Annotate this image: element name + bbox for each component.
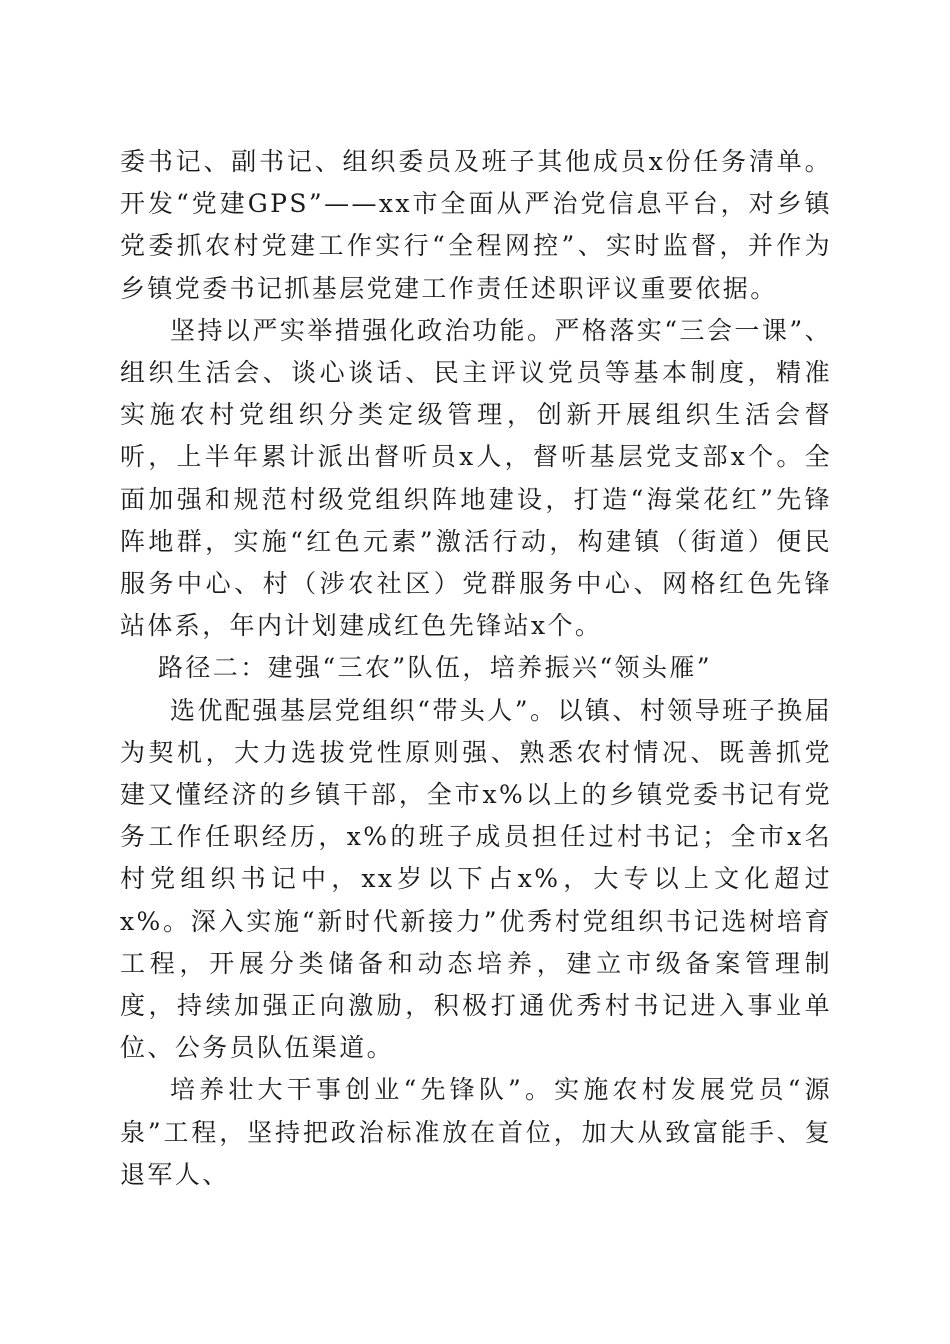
document-body: [120, 141, 832, 1196]
paragraph-leaders: 选优配强基层党组织“带头人”。以镇、村领导班子换届为契机，大力选拔党性原则强、熟悉农村情况、既善抓党建又懂经济的乡镇干部，全市x%以上的乡镇党委书记有党务工作任职经历，x%的班子成员担任过村书记；全市x名村党组织书记中，xx岁以下占x%，大专以上文化超过x%。深入实施“新时代新接力”优秀村党组织书记选树培育工程，开展分类储备和动态培养，建立市级备案管理制度，持续加强正向激励，积极打通优秀村书记进入事业单位、公务员队伍渠道。: [120, 695, 832, 1063]
section-heading-path-two: 路径二：建强“三农”队伍，培养振兴“领头雁”: [158, 653, 712, 683]
paragraph-political-function: 坚持以严实举措强化政治功能。严格落实“三会一课”、组织生活会、谈心谈话、民主评议党员等基本制度，精准实施农村党组织分类定级管理，创新开展组织生活会督听，上半年累计派出督听员x人，督听基层党支部x个。全面加强和规范村级党组织阵地建设，打造“海棠花红”先锋阵地群，实施“红色元素”激活行动，构建镇（街道）便民服务中心、村（涉农社区）党群服务中心、网格红色先锋站体系，年内计划建成红色先锋站x个。: [120, 315, 832, 641]
paragraph-continuation: 委书记、副书记、组织委员及班子其他成员x份任务清单。开发“党建GPS”——xx市全面从严治党信息平台，对乡镇党委抓农村党建工作实行“全程网控”、实时监督，并作为乡镇党委书记抓基层党建工作责任述职评议重要依据。: [120, 147, 832, 303]
paragraph-pioneer-team: 培养壮大干事创业“先锋队”。实施农村发展党员“源泉”工程，坚持把政治标准放在首位，加大从致富能手、复退军人、: [120, 1075, 832, 1189]
